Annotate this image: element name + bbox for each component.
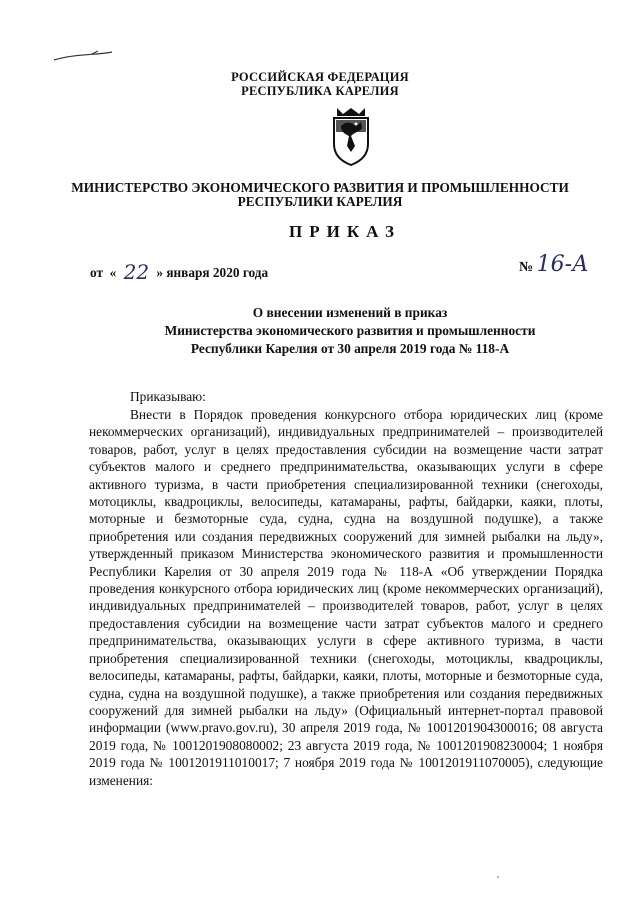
subject-line2: Министерства экономического развития и промышленности (164, 323, 536, 338)
date-day-handwritten: 22 (123, 260, 150, 284)
subject-line1: О внесении изменений в приказ (252, 305, 448, 320)
scan-speck (497, 876, 499, 878)
handwritten-mark-icon (52, 46, 114, 64)
order-directive: Приказываю: (130, 389, 206, 404)
number-prefix: № (519, 260, 534, 275)
date-open-quote: « (106, 265, 117, 280)
date-rest: января 2020 года (166, 265, 269, 280)
ministry-name-line2: РЕСПУБЛИКИ КАРЕЛИЯ (237, 194, 403, 209)
header-country: РОССИЙСКАЯ ФЕДЕРАЦИЯ (231, 70, 409, 84)
date-prefix: от (90, 265, 104, 280)
ministry-name-line1: МИНИСТЕРСТВО ЭКОНОМИЧЕСКОГО РАЗВИТИЯ И ПРОМЫШЛЕННОСТИ (71, 180, 569, 195)
order-subject (150, 304, 550, 358)
document-type-title: ПРИКАЗ (289, 222, 401, 241)
body-paragraph: Внести в Порядок проведения конкурсного отбора юридических лиц (кроме некоммерческих организаций), индивидуальных предпринимателей – производителей товаров, работ, услуг в целях предоставления субсидии на возмещение части затрат субъектов малого и среднего предпринимательства, оказывающих услуги в сфере активного туризма, в части приобретения специализированной техники (снегоходы, мотоциклы, квадроциклы, велосипеды, катамараны, рафты, байдарки, каяки, плоты, моторные и безмоторные суда, судна, судна на воздушной подушке), а также приобретения или создания передвижных сооружений для зимней рыбалки на льду», утвержденный приказом Министерства экономического развития и промышленности Республики Карелия от 30 апреля 2019 года № 118-А «Об утверждении Порядка проведения конкурсного отбора юридических лиц (кроме некоммерческих организаций), индивидуальных предпринимателей – производителей товаров, работ, услуг в целях предоставления субсидии на возмещение части затрат субъектов малого и среднего предпринимательства, оказывающих услуги в сфере активного туризма, в части приобретения специализированной техники (снегоходы, мотоциклы, квадроциклы, велосипеды, катамараны, рафты, байдарки, каяки, плоты, моторные и безмоторные суда, судна, судна на воздушной подушке), а также приобретения или создания передвижных сооружений для зимней рыбалки на льду» (Официальный интернет-портал правовой информации (www.pravo.gov.ru), 30 апреля 2019 года, № 1001201904300016; 08 августа 2019 года, № 1001201908080002; 23 августа 2019 года, № 1001201908230004; 1 ноября 2019 года № 1001201911010017; 7 ноября 2019 года № 1001201911070005), следующие изменения: (89, 407, 603, 788)
header-republic: РЕСПУБЛИКА КАРЕЛИЯ (241, 84, 399, 98)
number-handwritten: 16-А (536, 252, 589, 277)
karelia-coat-of-arms-icon (329, 106, 373, 166)
date-close-quote: » (156, 265, 163, 280)
subject-line3: Республики Карелия от 30 апреля 2019 года № 118-А (190, 341, 510, 356)
order-date (90, 258, 268, 282)
order-number (519, 252, 589, 277)
